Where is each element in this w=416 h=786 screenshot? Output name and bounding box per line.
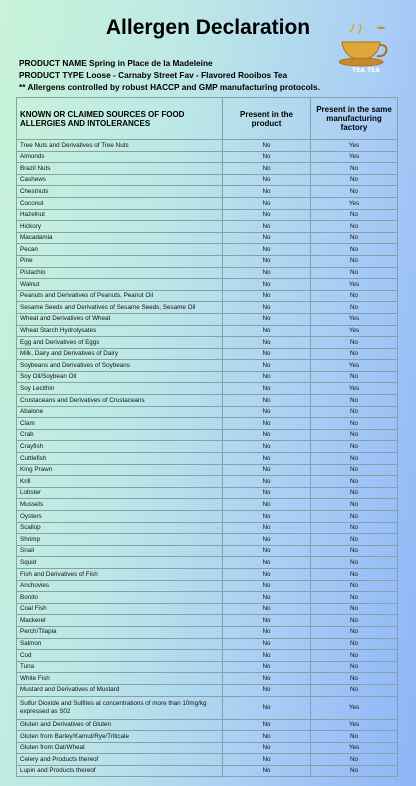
present-in-factory-cell: No (311, 580, 398, 592)
table-row (17, 221, 398, 233)
allergen-name-cell: Egg and Derivatives of Eggs (17, 337, 223, 349)
present-in-product-cell: No (223, 487, 311, 499)
present-in-product-cell: No (223, 337, 311, 349)
allergen-name-cell: White Fish (17, 673, 223, 685)
allergen-name-cell: Chestnuts (17, 186, 223, 198)
table-row (17, 174, 398, 186)
allergen-name-cell: Salmon (17, 638, 223, 650)
present-in-factory-cell: No (311, 650, 398, 662)
present-in-factory-cell: No (311, 673, 398, 685)
present-in-product-cell: No (223, 557, 311, 569)
present-in-product-cell: No (223, 742, 311, 754)
present-in-factory-cell: No (311, 731, 398, 743)
allergen-name-cell: King Prawn (17, 464, 223, 476)
table-row (17, 754, 398, 766)
present-in-factory-cell: No (311, 302, 398, 314)
allergen-name-cell: Cod (17, 650, 223, 662)
present-in-factory-cell: No (311, 418, 398, 430)
table-row (17, 140, 398, 152)
table-row (17, 765, 398, 777)
present-in-factory-cell: No (311, 487, 398, 499)
present-in-product-cell: No (223, 325, 311, 337)
present-in-factory-cell: No (311, 754, 398, 766)
allergen-name-cell: Peanuts and Derivatives of Peanuts, Peanut Oil (17, 290, 223, 302)
present-in-product-cell: No (223, 499, 311, 511)
present-in-factory-cell: No (311, 221, 398, 233)
allergen-name-cell: Pecan (17, 244, 223, 256)
allergen-name-cell: Celery and Products thereof (17, 754, 223, 766)
allergen-name-cell: Gluten from Oat/Wheat (17, 742, 223, 754)
table-row (17, 453, 398, 465)
present-in-factory-cell: Yes (311, 696, 398, 719)
present-in-factory-cell: No (311, 163, 398, 175)
present-in-factory-cell: No (311, 371, 398, 383)
present-in-product-cell: No (223, 232, 311, 244)
present-in-factory-cell: Yes (311, 279, 398, 291)
allergen-name-cell: Soybeans and Derivatives of Soybeans (17, 360, 223, 372)
table-row (17, 568, 398, 580)
header-present-in-factory: Present in the same manufacturing factory (311, 98, 398, 140)
present-in-factory-cell: Yes (311, 383, 398, 395)
present-in-product-cell: No (223, 348, 311, 360)
allergen-name-cell: Wheat and Derivatives of Wheat (17, 313, 223, 325)
table-row (17, 592, 398, 604)
allergen-name-cell: Gluten and Derivatives of Gluten (17, 719, 223, 731)
present-in-product-cell: No (223, 290, 311, 302)
present-in-factory-cell: No (311, 603, 398, 615)
present-in-factory-cell: No (311, 232, 398, 244)
table-row (17, 337, 398, 349)
present-in-product-cell: No (223, 429, 311, 441)
table-row (17, 661, 398, 673)
present-in-factory-cell: No (311, 684, 398, 696)
present-in-factory-cell: Yes (311, 151, 398, 163)
table-row (17, 684, 398, 696)
logo-text: TEA TEA (352, 67, 380, 74)
present-in-product-cell: No (223, 661, 311, 673)
table-row (17, 209, 398, 221)
table-row (17, 255, 398, 267)
table-row (17, 267, 398, 279)
allergen-name-cell: Mackerel (17, 615, 223, 627)
product-type: PRODUCT TYPE Loose - Carnaby Street Fav - Flavored Rooibos Tea (19, 70, 288, 80)
table-row (17, 244, 398, 256)
allergen-name-cell: Walnut (17, 279, 223, 291)
table-row (17, 429, 398, 441)
allergen-name-cell: Coconut (17, 197, 223, 209)
table-row (17, 580, 398, 592)
present-in-factory-cell: No (311, 174, 398, 186)
table-row (17, 511, 398, 523)
present-in-product-cell: No (223, 313, 311, 325)
allergen-name-cell: Bonito (17, 592, 223, 604)
allergen-name-cell: Shrimp (17, 534, 223, 546)
table-row (17, 696, 398, 719)
present-in-factory-cell: Yes (311, 197, 398, 209)
table-row (17, 441, 398, 453)
table-row (17, 615, 398, 627)
table-row (17, 487, 398, 499)
table-row (17, 348, 398, 360)
table-row (17, 476, 398, 488)
allergen-name-cell: Clam (17, 418, 223, 430)
present-in-product-cell: No (223, 255, 311, 267)
table-row (17, 464, 398, 476)
present-in-product-cell: No (223, 511, 311, 523)
present-in-product-cell: No (223, 534, 311, 546)
table-row (17, 673, 398, 685)
present-in-factory-cell: Yes (311, 140, 398, 152)
present-in-product-cell: No (223, 626, 311, 638)
present-in-product-cell: No (223, 603, 311, 615)
present-in-factory-cell: Yes (311, 313, 398, 325)
present-in-product-cell: No (223, 406, 311, 418)
present-in-factory-cell: No (311, 615, 398, 627)
present-in-product-cell: No (223, 673, 311, 685)
present-in-factory-cell: Yes (311, 325, 398, 337)
present-in-product-cell: No (223, 638, 311, 650)
allergen-name-cell: Macadamia (17, 232, 223, 244)
present-in-factory-cell: No (311, 209, 398, 221)
present-in-product-cell: No (223, 731, 311, 743)
present-in-product-cell: No (223, 418, 311, 430)
table-row (17, 418, 398, 430)
product-name: PRODUCT NAME Spring in Place de la Madeleine (19, 58, 213, 68)
present-in-factory-cell: No (311, 522, 398, 534)
present-in-product-cell: No (223, 302, 311, 314)
present-in-product-cell: No (223, 464, 311, 476)
table-row (17, 719, 398, 731)
allergen-name-cell: Pistachio (17, 267, 223, 279)
allergen-name-cell: Anchovies (17, 580, 223, 592)
allergen-name-cell: Mussels (17, 499, 223, 511)
present-in-product-cell: No (223, 371, 311, 383)
present-in-product-cell: No (223, 592, 311, 604)
present-in-factory-cell: No (311, 545, 398, 557)
allergen-name-cell: Soy Oil/Soybean Oil (17, 371, 223, 383)
allergen-name-cell: Tree Nuts and Derivatives of Tree Nuts (17, 140, 223, 152)
table-row (17, 731, 398, 743)
allergen-name-cell: Oysters (17, 511, 223, 523)
present-in-factory-cell: No (311, 557, 398, 569)
present-in-product-cell: No (223, 696, 311, 719)
present-in-factory-cell: No (311, 661, 398, 673)
present-in-product-cell: No (223, 754, 311, 766)
allergen-name-cell: Tuna (17, 661, 223, 673)
allergen-name-cell: Sulfur Dioxide and Sulfites at concentrations of more than 10mg/kg expressed as S02 (17, 696, 223, 719)
table-row (17, 290, 398, 302)
present-in-factory-cell: No (311, 348, 398, 360)
present-in-factory-cell: No (311, 511, 398, 523)
present-in-factory-cell: No (311, 568, 398, 580)
table-row (17, 371, 398, 383)
allergen-name-cell: Brazil Nuts (17, 163, 223, 175)
present-in-factory-cell: Yes (311, 742, 398, 754)
present-in-factory-cell: No (311, 244, 398, 256)
present-in-factory-cell: No (311, 499, 398, 511)
allergen-name-cell: Hickory (17, 221, 223, 233)
present-in-product-cell: No (223, 383, 311, 395)
present-in-factory-cell: No (311, 592, 398, 604)
present-in-product-cell: No (223, 360, 311, 372)
present-in-product-cell: No (223, 209, 311, 221)
allergen-note: ** Allergens controlled by robust HACCP and GMP manufacturing protocols. (19, 82, 320, 92)
allergen-name-cell: Crab (17, 429, 223, 441)
present-in-factory-cell: No (311, 453, 398, 465)
table-row (17, 499, 398, 511)
present-in-factory-cell: No (311, 186, 398, 198)
present-in-product-cell: No (223, 765, 311, 777)
present-in-product-cell: No (223, 684, 311, 696)
allergen-name-cell: Squid (17, 557, 223, 569)
present-in-factory-cell: No (311, 429, 398, 441)
present-in-product-cell: No (223, 174, 311, 186)
present-in-product-cell: No (223, 140, 311, 152)
present-in-product-cell: No (223, 244, 311, 256)
present-in-factory-cell: No (311, 337, 398, 349)
present-in-factory-cell: No (311, 290, 398, 302)
present-in-factory-cell: No (311, 765, 398, 777)
table-row (17, 626, 398, 638)
table-row (17, 279, 398, 291)
table-row (17, 522, 398, 534)
present-in-factory-cell: No (311, 406, 398, 418)
table-row (17, 638, 398, 650)
table-row (17, 163, 398, 175)
table-row (17, 406, 398, 418)
table-row (17, 325, 398, 337)
present-in-product-cell: No (223, 476, 311, 488)
allergen-name-cell: Gluten from Barley/Kamut/Rye/Triticale (17, 731, 223, 743)
present-in-product-cell: No (223, 197, 311, 209)
table-row (17, 603, 398, 615)
allergen-name-cell: Almonds (17, 151, 223, 163)
allergen-table (16, 97, 398, 777)
present-in-factory-cell: No (311, 395, 398, 407)
present-in-product-cell: No (223, 267, 311, 279)
present-in-product-cell: No (223, 568, 311, 580)
allergen-name-cell: Sesame Seeds and Derivatives of Sesame Seeds, Sesame Oil (17, 302, 223, 314)
present-in-factory-cell: No (311, 255, 398, 267)
table-row (17, 313, 398, 325)
allergen-name-cell: Crustaceans and Derivatives of Crustaceans (17, 395, 223, 407)
table-header-row (17, 98, 398, 140)
allergen-name-cell: Snail (17, 545, 223, 557)
present-in-product-cell: No (223, 151, 311, 163)
page-title: Allergen Declaration (105, 16, 311, 39)
present-in-product-cell: No (223, 395, 311, 407)
present-in-product-cell: No (223, 650, 311, 662)
present-in-factory-cell: Yes (311, 719, 398, 731)
allergen-name-cell: Lupin and Products thereof (17, 765, 223, 777)
present-in-product-cell: No (223, 522, 311, 534)
present-in-product-cell: No (223, 441, 311, 453)
allergen-name-cell: Scallop (17, 522, 223, 534)
allergen-name-cell: Abalone (17, 406, 223, 418)
present-in-factory-cell: No (311, 534, 398, 546)
allergen-name-cell: Hazelnut (17, 209, 223, 221)
product-info (19, 57, 349, 93)
present-in-product-cell: No (223, 719, 311, 731)
allergen-name-cell: Krill (17, 476, 223, 488)
present-in-product-cell: No (223, 279, 311, 291)
present-in-factory-cell: No (311, 464, 398, 476)
table-row (17, 383, 398, 395)
present-in-factory-cell: No (311, 441, 398, 453)
table-row (17, 186, 398, 198)
allergen-name-cell: Coal Fish (17, 603, 223, 615)
allergen-name-cell: Soy Lecithin (17, 383, 223, 395)
present-in-factory-cell: Yes (311, 360, 398, 372)
present-in-product-cell: No (223, 580, 311, 592)
allergen-name-cell: Crayfish (17, 441, 223, 453)
present-in-product-cell: No (223, 186, 311, 198)
table-row (17, 742, 398, 754)
allergen-name-cell: Cashews (17, 174, 223, 186)
table-row (17, 395, 398, 407)
present-in-product-cell: No (223, 545, 311, 557)
allergen-name-cell: Mustard and Derivatives of Mustard (17, 684, 223, 696)
allergen-name-cell: Lobster (17, 487, 223, 499)
table-row (17, 197, 398, 209)
table-row (17, 360, 398, 372)
present-in-factory-cell: No (311, 476, 398, 488)
present-in-product-cell: No (223, 163, 311, 175)
table-row (17, 545, 398, 557)
allergen-name-cell: Pine (17, 255, 223, 267)
header-present-in-product: Present in the product (223, 98, 311, 140)
present-in-product-cell: No (223, 615, 311, 627)
allergen-name-cell: Wheat Starch Hydrolysates (17, 325, 223, 337)
present-in-product-cell: No (223, 221, 311, 233)
present-in-product-cell: No (223, 453, 311, 465)
present-in-factory-cell: No (311, 267, 398, 279)
allergen-name-cell: Perch/Tilapia (17, 626, 223, 638)
table-row (17, 650, 398, 662)
allergen-name-cell: Cuttlefish (17, 453, 223, 465)
table-row (17, 232, 398, 244)
allergen-name-cell: Milk, Dairy and Derivatives of Dairy (17, 348, 223, 360)
present-in-factory-cell: No (311, 638, 398, 650)
present-in-factory-cell: No (311, 626, 398, 638)
table-row (17, 151, 398, 163)
allergen-name-cell: Fish and Derivatives of Fish (17, 568, 223, 580)
table-row (17, 534, 398, 546)
table-row (17, 302, 398, 314)
header-allergen-source: KNOWN OR CLAIMED SOURCES OF FOOD ALLERGIES AND INTOLERANCES (17, 98, 223, 140)
table-row (17, 557, 398, 569)
